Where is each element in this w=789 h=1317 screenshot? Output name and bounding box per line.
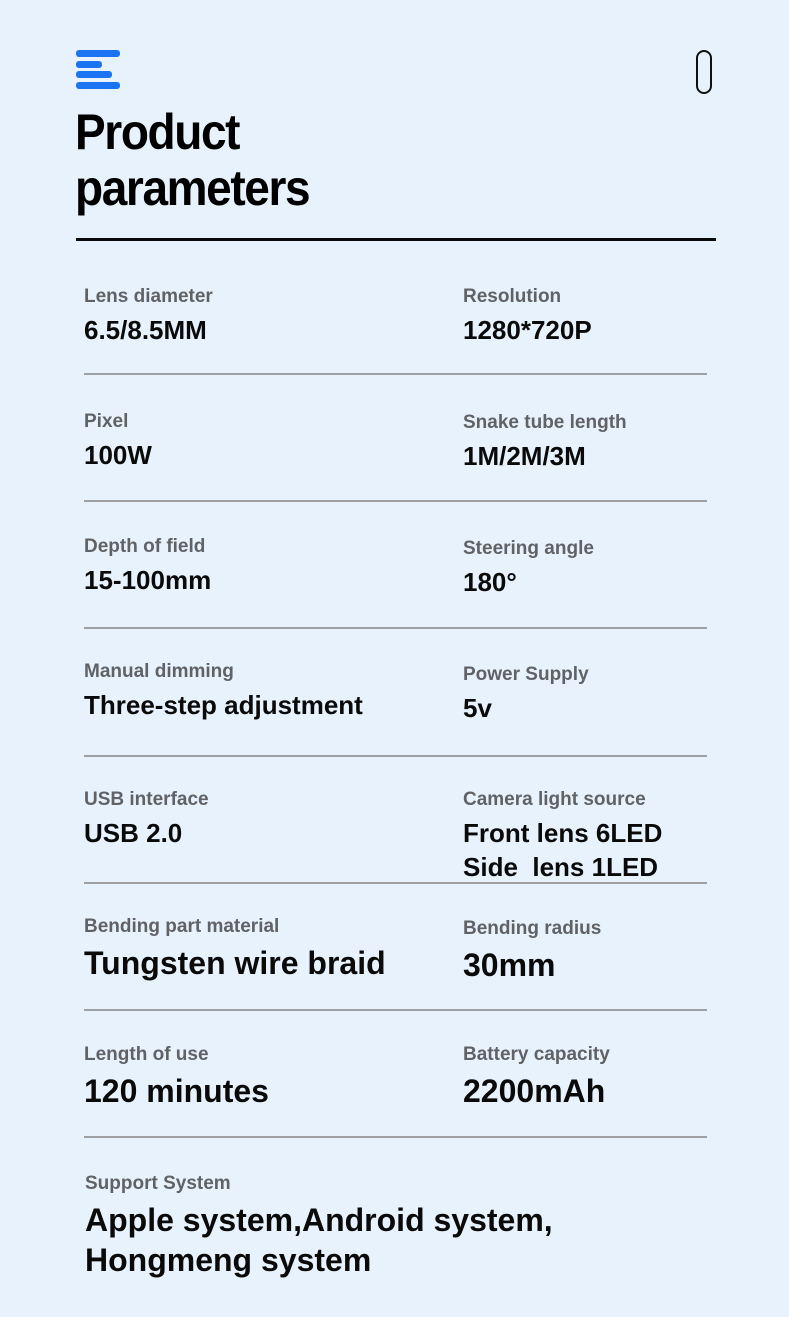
param-value: 100W (84, 440, 152, 470)
param-value: 2200mAh (463, 1073, 606, 1109)
param-steering-angle (463, 538, 594, 599)
param-label: Lens diameter (84, 286, 213, 307)
param-lens-diameter (84, 286, 213, 347)
param-label: USB interface (84, 789, 209, 810)
param-label: Bending part material (84, 916, 280, 937)
row-divider (84, 1136, 707, 1138)
param-snake-tube-length (463, 412, 627, 473)
param-support-system (85, 1173, 553, 1280)
param-label: Battery capacity (463, 1044, 610, 1065)
title-divider (76, 238, 716, 241)
param-depth-of-field (84, 536, 211, 597)
param-value: Tungsten wire braid (84, 945, 386, 981)
page-title-line2: parameters (75, 160, 310, 216)
param-value: 1280*720P (463, 315, 592, 345)
param-label: Snake tube length (463, 412, 627, 433)
param-label: Length of use (84, 1044, 209, 1065)
row-divider (84, 627, 707, 629)
param-length-of-use (84, 1044, 269, 1111)
param-label: Resolution (463, 286, 562, 307)
row-divider (84, 500, 707, 502)
param-value: Three-step adjustment (84, 690, 363, 720)
param-battery-capacity (463, 1044, 610, 1111)
param-value: 6.5/8.5MM (84, 315, 207, 345)
param-label: Support System (85, 1173, 231, 1194)
hamburger-menu-icon[interactable] (76, 50, 122, 90)
page-title (75, 104, 309, 216)
param-label: Manual dimming (84, 661, 234, 682)
param-label: Pixel (84, 411, 129, 432)
param-value: 30mm (463, 947, 556, 983)
row-divider (84, 882, 707, 884)
param-bending-part-material (84, 916, 386, 983)
param-camera-light-source (463, 789, 662, 884)
param-label: Camera light source (463, 789, 646, 810)
param-power-supply (463, 664, 589, 725)
param-label: Steering angle (463, 538, 594, 559)
param-value: 5v (463, 693, 492, 723)
param-label: Bending radius (463, 918, 602, 939)
pill-outline-icon (696, 50, 712, 94)
param-value: Front lens 6LED Side lens 1LED (463, 818, 663, 882)
param-value: USB 2.0 (84, 818, 183, 848)
param-pixel (84, 411, 152, 472)
param-value: 1M/2M/3M (463, 441, 586, 471)
param-resolution (463, 286, 592, 347)
param-value: Apple system,Android system, Hongmeng system (85, 1202, 553, 1278)
param-value: 15-100mm (84, 565, 212, 595)
param-value: 180° (463, 567, 517, 597)
param-label: Power Supply (463, 664, 589, 685)
param-value: 120 minutes (84, 1073, 269, 1109)
row-divider (84, 373, 707, 375)
param-bending-radius (463, 918, 601, 985)
param-usb-interface (84, 789, 209, 850)
param-label: Depth of field (84, 536, 206, 557)
row-divider (84, 755, 707, 757)
page-title-line1: Product (75, 104, 240, 160)
param-manual-dimming (84, 661, 363, 722)
row-divider (84, 1009, 707, 1011)
